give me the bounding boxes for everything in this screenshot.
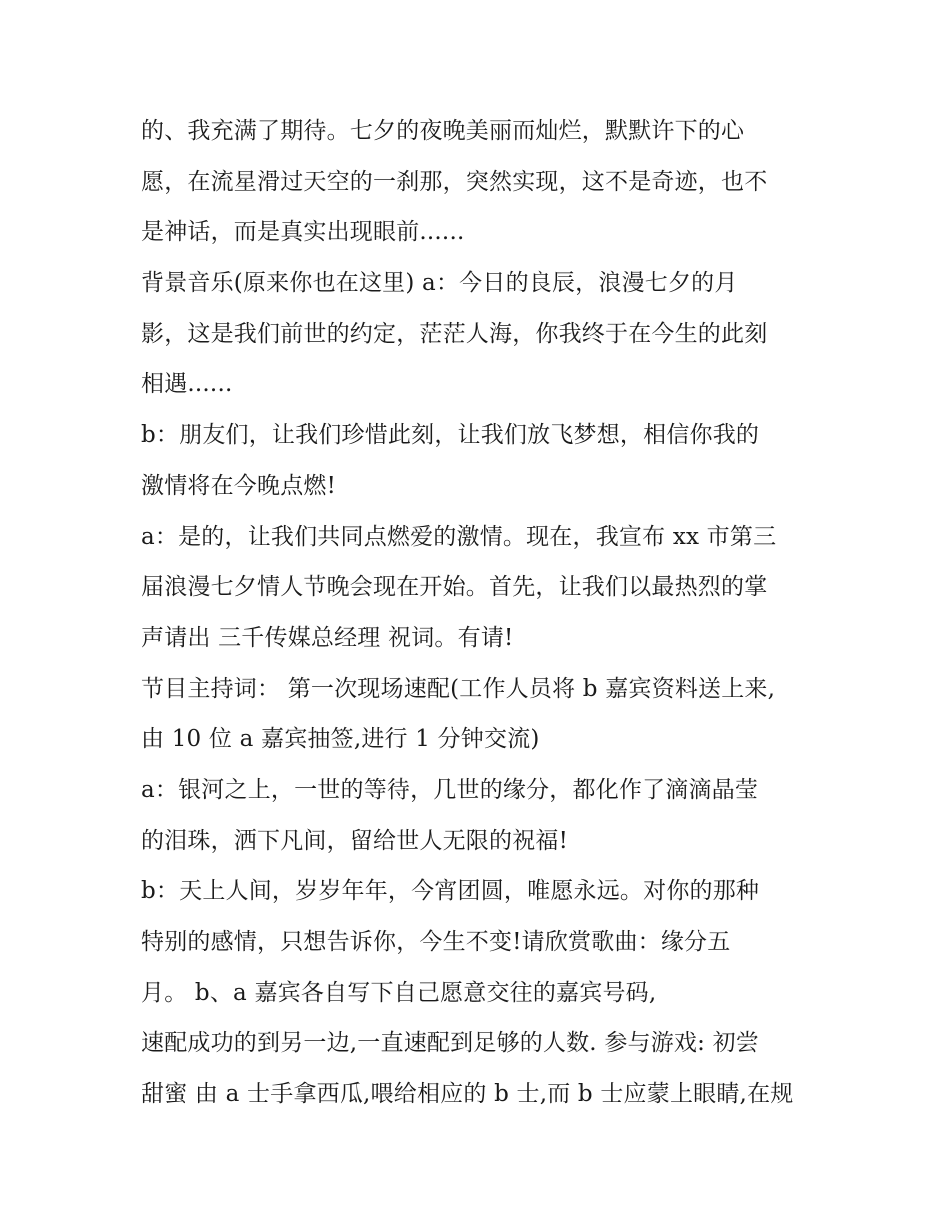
text-line: b：天上人间，岁岁年年，今宵团圆，唯愿永远。对你的那种 bbox=[141, 878, 760, 905]
text-line: 激情将在今晚点燃! bbox=[141, 472, 337, 499]
text-line: b：朋友们，让我们珍惜此刻，让我们放飞梦想，相信你我的 bbox=[141, 422, 760, 449]
text-line: 的、我充满了期待。七夕的夜晚美丽而灿烂，默默许下的心 bbox=[141, 118, 745, 144]
text-line: 由 10 位 a 嘉宾抽签,进行 1 分钟交流) bbox=[141, 726, 540, 753]
text-line: a：银河之上，一世的等待，几世的缘分，都化作了滴滴晶莹 bbox=[141, 776, 759, 803]
text-line: 声请出 三千传媒总经理 祝词。有请! bbox=[141, 624, 514, 651]
text-line: 是神话，而是真实出现眼前...... bbox=[141, 219, 465, 246]
text-line: 影，这是我们前世的约定，茫茫人海，你我终于在今生的此刻 bbox=[141, 320, 768, 347]
text-line: a：是的，让我们共同点燃爱的激情。现在，我宣布 xx 市第三 bbox=[141, 523, 777, 550]
text-line: 相遇...... bbox=[141, 371, 233, 398]
text-line: 背景音乐(原来你也在这里) a：今日的良辰，浪漫七夕的月 bbox=[141, 270, 738, 297]
text-line: 愿，在流星滑过天空的一刹那，突然实现，这不是奇迹，也不 bbox=[141, 168, 768, 195]
document-body bbox=[141, 106, 831, 1120]
text-line: 届浪漫七夕情人节晚会现在开始。首先，让我们以最热烈的掌 bbox=[141, 574, 768, 601]
text-line: 的泪珠，洒下凡间，留给世人无限的祝福! bbox=[141, 827, 569, 854]
text-line: 月。 b、a 嘉宾各自写下自己愿意交往的嘉宾号码, bbox=[141, 979, 657, 1006]
text-line: 甜蜜 由 a 士手拿西瓜,喂给相应的 b 士,而 b 士应蒙上眼睛,在规 bbox=[141, 1081, 794, 1108]
text-line: 节目主持词： 第一次现场速配(工作人员将 b 嘉宾资料送上来, bbox=[141, 675, 776, 702]
text-line: 速配成功的到另一边,一直速配到足够的人数. 参与游戏: 初尝 bbox=[141, 1030, 759, 1057]
text-line: 特别的感情，只想告诉你，今生不变!请欣赏歌曲：缘分五 bbox=[141, 929, 731, 955]
